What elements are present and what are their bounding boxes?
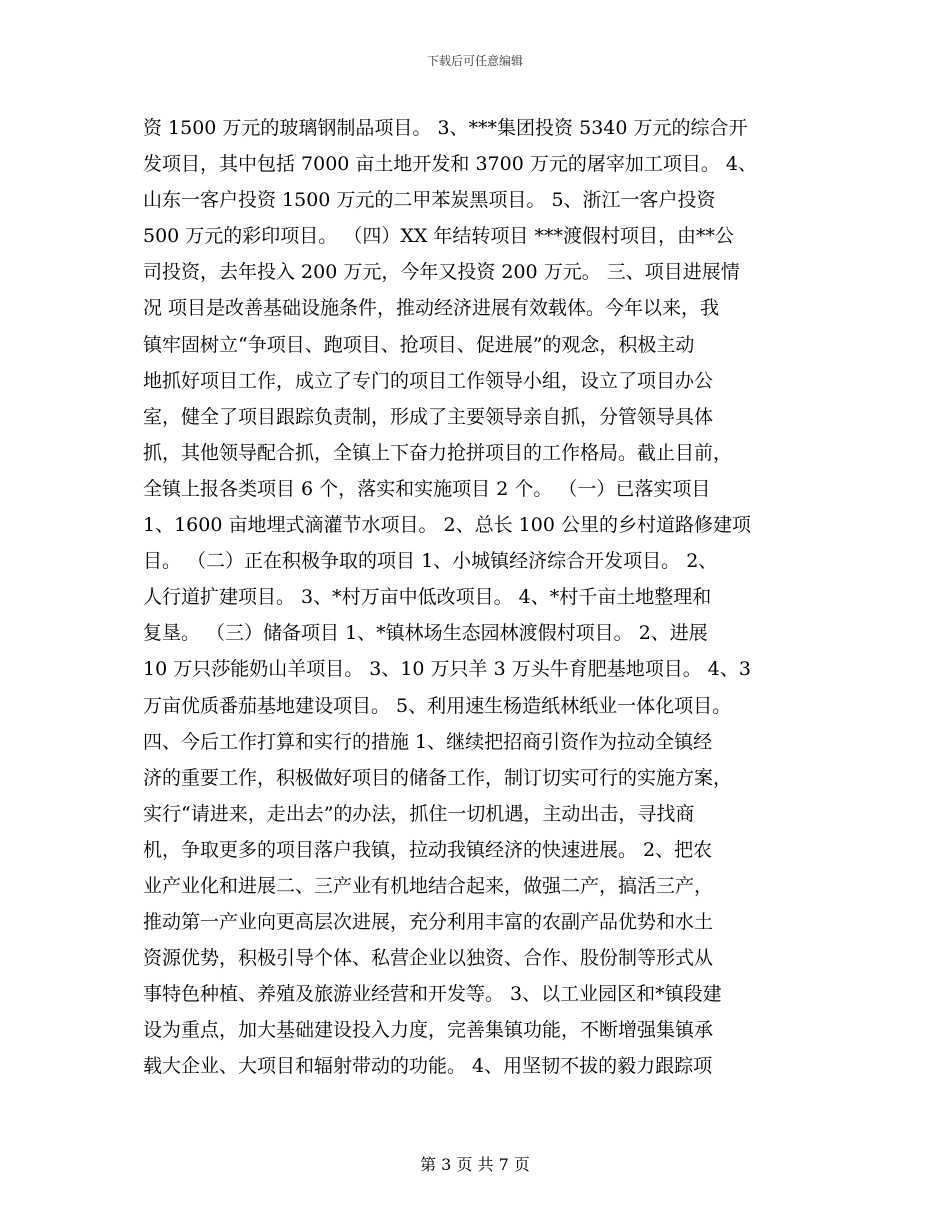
document-body xyxy=(143,110,808,1085)
body-line: 山东一客户投资 1500 万元的二甲苯炭黑项目。 5、浙江一客户投资 xyxy=(143,189,716,212)
body-line: 司投资，去年投入 200 万元，今年又投资 200 万元。 三、项目进展情 xyxy=(143,261,740,284)
body-line: 载大企业、大项目和辐射带动的功能。 4、用坚韧不拔的毅力跟踪项 xyxy=(143,1055,713,1078)
body-line: 复垦。 （三）储备项目 1、*镇林场生态园林渡假村项目。 2、进展 xyxy=(143,622,708,645)
body-line: 镇牢固树立“争项目、跑项目、抢项目、促进展”的观念，积极主动 xyxy=(143,333,695,356)
body-line: 资 1500 万元的玻璃钢制品项目。 3、***集团投资 5340 万元的综合开 xyxy=(143,117,748,139)
body-line: 10 万只莎能奶山羊项目。 3、10 万只羊 3 万头牛育肥基地项目。 4、3 xyxy=(143,658,751,681)
body-line: 机，争取更多的项目落户我镇，拉动我镇经济的快速进展。 2、把农 xyxy=(143,838,713,861)
body-line: 人行道扩建项目。 3、*村万亩中低改项目。 4、*村千亩土地整理和 xyxy=(143,586,712,609)
body-line: 目。 （二）正在积极争取的项目 1、小城镇经济综合开发项目。 2、 xyxy=(143,550,718,573)
body-line: 设为重点，加大基础建设投入力度，完善集镇功能，不断增强集镇承 xyxy=(143,1019,714,1042)
body-line: 万亩优质番茄基地建设项目。 5、利用速生杨造纸林纸业一体化项目。 xyxy=(143,694,732,717)
body-line: 500 万元的彩印项目。 （四）XX 年结转项目 ***渡假村项目，由**公 xyxy=(143,225,734,248)
body-line: 况 项目是改善基础设施条件，推动经济进展有效载体。今年以来，我 xyxy=(143,297,720,320)
body-line: 业产业化和进展二、三产业有机地结合起来，做强二产，搞活三产， xyxy=(143,874,714,897)
body-line: 全镇上报各类项目 6 个，落实和实施项目 2 个。 （一）已落实项目 xyxy=(143,477,711,500)
body-line: 推动第一产业向更高层次进展，充分利用丰富的农副产品优势和水土 xyxy=(143,911,714,934)
body-line: 发项目，其中包括 7000 亩土地开发和 3700 万元的屠宰加工项目。 4、 xyxy=(143,153,757,176)
body-line: 资源优势，积极引导个体、私营企业以独资、合作、股份制等形式从 xyxy=(143,947,714,970)
body-line: 地抓好项目工作，成立了专门的项目工作领导小组，设立了项目办公 xyxy=(143,369,714,392)
body-line: 实行“请进来，走出去”的办法，抓住一切机遇，主动出击，寻找商 xyxy=(143,802,695,825)
page-header: 下载后可任意编辑 xyxy=(426,54,523,68)
body-line: 1、1600 亩地埋式滴灌节水项目。 2、总长 100 公里的乡村道路修建项 xyxy=(143,514,751,537)
body-line: 事特色种植、养殖及旅游业经营和开发等。 3、以工业园区和*镇段建 xyxy=(143,983,722,1006)
body-line: 济的重要工作，积极做好项目的储备工作，制订切实可行的实施方案， xyxy=(143,766,733,789)
body-line: 抓，其他领导配合抓，全镇上下奋力抢拼项目的工作格局。截止目前， xyxy=(143,441,733,464)
body-line: 四、今后工作打算和实行的措施 1、继续把招商引资作为拉动全镇经 xyxy=(143,730,713,753)
body-line: 室，健全了项目跟踪负责制，形成了主要领导亲自抓，分管领导具体 xyxy=(143,405,714,428)
page-number-footer: 第 3 页 共 7 页 xyxy=(420,1155,530,1174)
